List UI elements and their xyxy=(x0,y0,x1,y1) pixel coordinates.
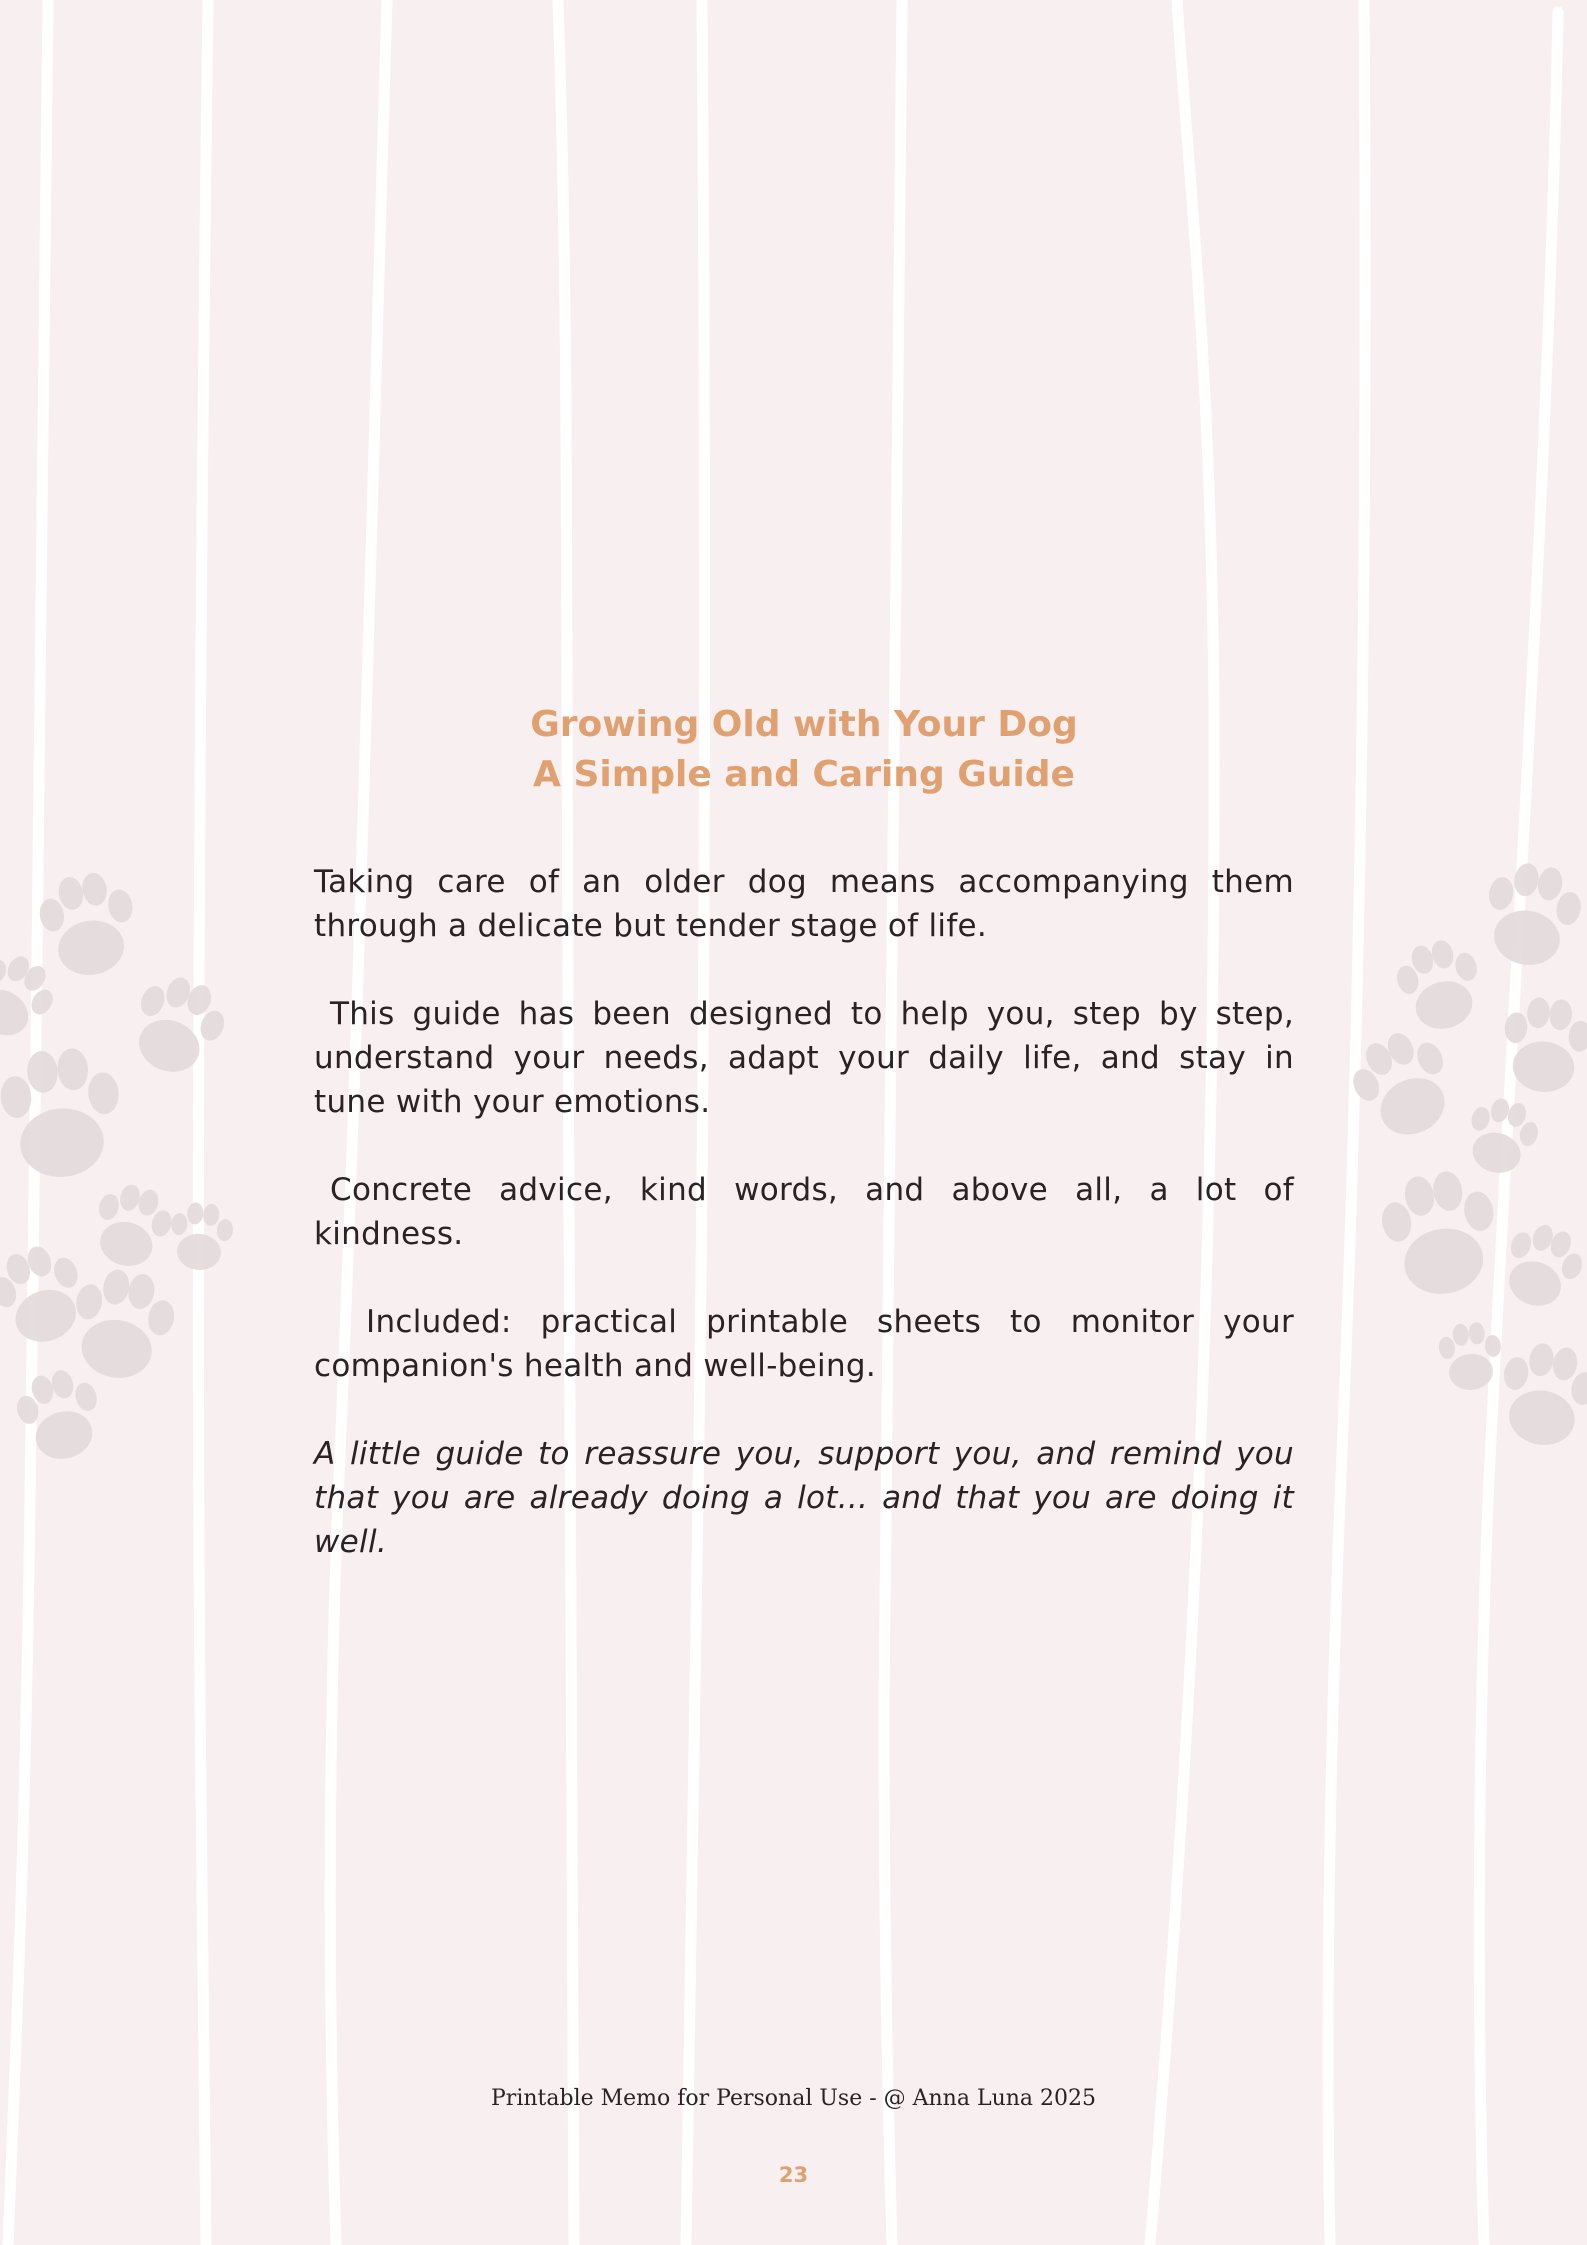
paragraph-guide-design: This guide has been designed to help you, step by step, understand your needs, adapt your daily life, and stay in tune with your emotions. xyxy=(314,996,1294,1120)
title-line-1: Growing Old with Your Dog xyxy=(530,704,1078,745)
paragraph-intro: Taking care of an older dog means accompanying them through a delicate but tender stage of life. xyxy=(314,864,1294,944)
paragraph-advice: Concrete advice, kind words, and above all, a lot of kindness. xyxy=(314,1172,1294,1252)
footer-copyright: Printable Memo for Personal Use - @ Anna Luna 2025 xyxy=(491,2086,1096,2111)
guide-content xyxy=(314,700,1294,1608)
paragraph-reassurance: A little guide to reassure you, support you, and remind you that you are already doing a lot... and that you are doing it well. xyxy=(314,1436,1294,1560)
page-title xyxy=(314,700,1294,800)
paragraph-included: Included: practical printable sheets to monitor your companion's health and well-being. xyxy=(314,1304,1294,1384)
page-number: 23 xyxy=(778,2163,809,2187)
title-line-2: A Simple and Caring Guide xyxy=(533,754,1075,795)
paw-prints-right xyxy=(1341,858,1587,1453)
